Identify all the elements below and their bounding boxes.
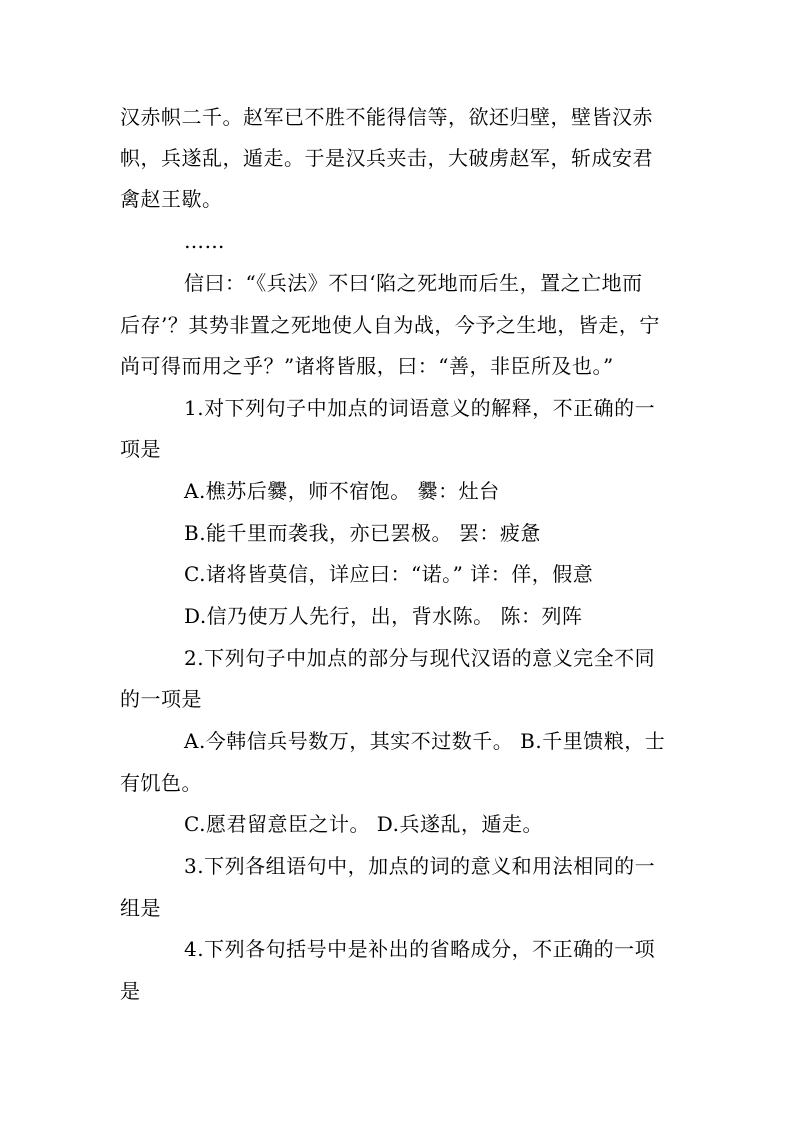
passage-line: 禽赵王歇。 [120,187,223,211]
passage-line: 尚可得而用之乎？”诸将皆服，曰：“善，非臣所及也。” [120,354,614,378]
question-1-option-a: A.樵苏后爨，师不宿饱。 爨：灶台 [184,479,500,503]
question-2-options: 有饥色。 [120,771,202,795]
question-1-option-c: C.诸将皆莫信，详应曰：“诺。” 详：佯，假意 [184,562,594,586]
question-1-stem: 项是 [120,437,161,461]
question-1-stem: 1.对下列句子中加点的词语意义的解释，不正确的一 [184,396,656,420]
question-4-stem: 是 [120,979,141,1003]
question-3-stem: 组是 [120,896,161,920]
passage-line: 后存’？其势非置之死地使人自为战，今予之生地，皆走，宁 [120,313,660,337]
passage-line: 信曰：“《兵法》不曰‘陷之死地而后生，置之亡地而 [184,271,643,295]
question-1-option-b: B.能千里而袭我，亦已罢极。 罢：疲惫 [184,521,541,545]
passage-line: 汉赤帜二千。赵军已不胜不能得信等，欲还归壁，壁皆汉赤 [120,105,653,129]
passage-line: 帜，兵遂乱，遁走。于是汉兵夹击，大破虏赵军，斩成安君 [120,146,653,170]
question-2-stem: 2.下列句子中加点的部分与现代汉语的意义完全不同 [184,646,656,670]
question-2-options: C.愿君留意臣之计。 D.兵遂乱，遁走。 [184,812,543,836]
question-1-option-d: D.信乃使万人先行，出，背水陈。 陈：列阵 [184,604,583,628]
question-3-stem: 3.下列各组语句中，加点的词的意义和用法相同的一 [184,854,656,878]
question-2-stem: 的一项是 [120,687,202,711]
passage-ellipsis: …… [184,229,225,253]
question-2-options: A.今韩信兵号数万，其实不过数千。 B.千里馈粮，士 [184,729,666,753]
question-4-stem: 4.下列各句括号中是补出的省略成分，不正确的一项 [184,937,656,961]
